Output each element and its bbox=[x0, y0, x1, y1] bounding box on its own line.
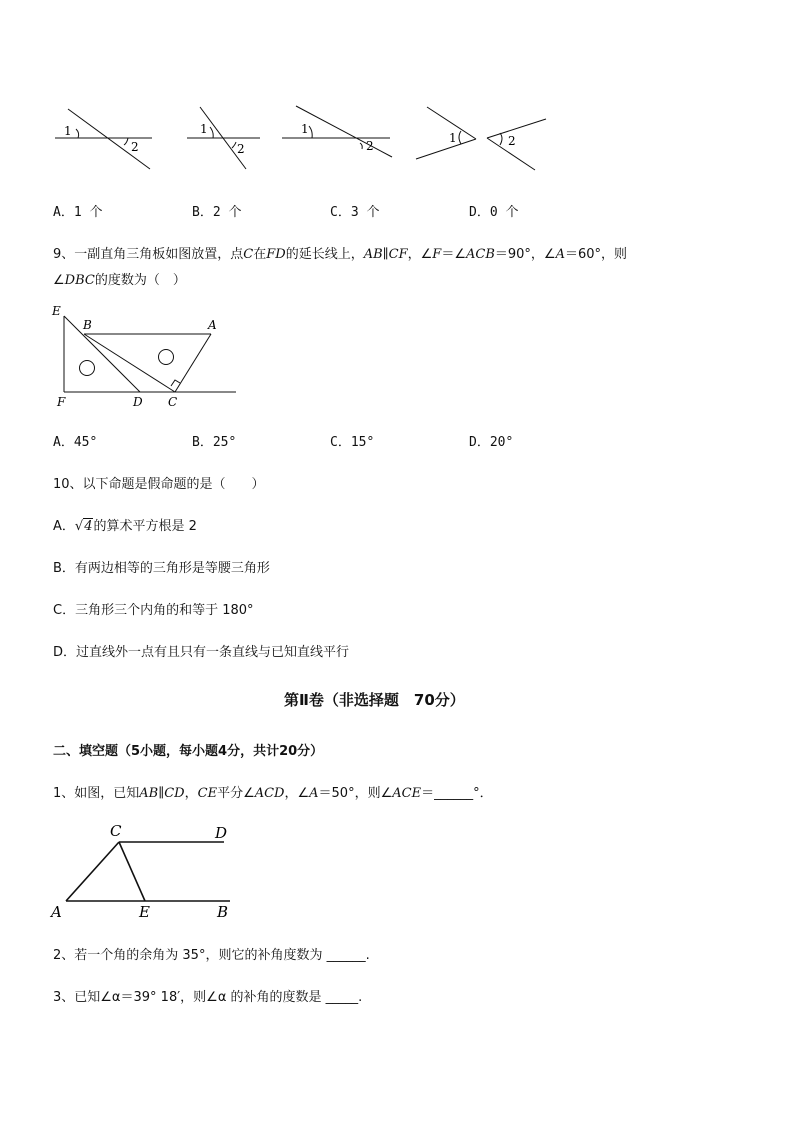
q10-option-c: C．三角形三个内角的和等于 180° bbox=[53, 603, 254, 618]
q9-option-d: D．20° bbox=[469, 435, 514, 450]
q9-var-a: A bbox=[555, 247, 565, 262]
q9-text: 在 bbox=[253, 247, 267, 262]
q8-option-a: A．1 个 bbox=[53, 205, 103, 220]
q9-label-c: C bbox=[168, 395, 178, 409]
fill-section-title: 二、填空题（5小题，每小题4分，共计20分） bbox=[53, 744, 324, 759]
q9-label-d: D bbox=[133, 395, 143, 409]
q9-option-a: A．45° bbox=[53, 435, 98, 450]
fill3-stem: 3、已知∠α＝39° 18′，则∠α 的补角的度数是 _____. bbox=[53, 990, 363, 1005]
q9-label-b: B bbox=[83, 318, 92, 332]
fill1-label-a: A bbox=[51, 903, 62, 921]
q9-text: 的度数为（ ） bbox=[94, 273, 186, 288]
q9-var-c: C bbox=[243, 247, 254, 262]
fill1-text: ＝______°． bbox=[421, 786, 493, 801]
fill1-label-e: E bbox=[139, 903, 150, 921]
fill1-stem bbox=[53, 782, 493, 801]
q8-fig3-label-2: 2 bbox=[366, 139, 374, 153]
q9-var-acb: ACB bbox=[465, 247, 495, 262]
q9-var-ab-cf: AB∥CF bbox=[363, 247, 408, 262]
fill1-var-ab-cd: AB∥CD bbox=[139, 786, 185, 801]
sqrt-symbol: √4 bbox=[74, 519, 93, 534]
q10-radicand: 4 bbox=[84, 519, 93, 534]
q9-label-a: A bbox=[208, 318, 217, 332]
fill1-text: ， bbox=[184, 786, 198, 801]
fill1-var-acd: ACD bbox=[254, 786, 285, 801]
q10-option-d: D．过直线外一点有且只有一条直线与已知直线平行 bbox=[53, 645, 350, 660]
q8-figures bbox=[0, 95, 794, 180]
fill1-text: ，∠ bbox=[284, 786, 310, 801]
q10-option-a-label: A． bbox=[53, 519, 75, 534]
q8-figure-4 bbox=[416, 107, 546, 170]
q9-text: 的延长线上， bbox=[285, 247, 364, 262]
fill1-text: ＝50°，则∠ bbox=[318, 786, 393, 801]
q9-label-e: E bbox=[52, 304, 61, 318]
q8-fig1-label-2: 2 bbox=[131, 140, 139, 154]
fill1-label-c: C bbox=[110, 822, 122, 840]
fill1-var-ce: CE bbox=[197, 786, 218, 801]
q10-option-a bbox=[53, 515, 197, 534]
q9-text: 9、一副直角三角板如图放置，点 bbox=[53, 247, 244, 262]
fill1-label-b: B bbox=[217, 903, 229, 921]
fill1-text: 1、如图，已知 bbox=[53, 786, 140, 801]
fill2-stem: 2、若一个角的余角为 35°，则它的补角度数为 ______. bbox=[53, 948, 370, 963]
q9-option-c: C．15° bbox=[330, 435, 375, 450]
fill1-figure bbox=[48, 818, 248, 924]
fill1-var-a: A bbox=[309, 786, 319, 801]
q9-text: ＝90°，∠ bbox=[494, 247, 556, 262]
q9-text: ＝60°，则 bbox=[564, 247, 628, 262]
q8-option-d: D．0 个 bbox=[469, 205, 519, 220]
q8-fig2-label-2: 2 bbox=[237, 142, 245, 156]
q10-option-a-text: 的算术平方根是 2 bbox=[93, 519, 197, 534]
fill1-label-d: D bbox=[215, 824, 228, 842]
fill1-text: 平分∠ bbox=[217, 786, 255, 801]
q9-var-fd: FD bbox=[266, 247, 286, 262]
fill1-var-ace: ACE bbox=[392, 786, 422, 801]
q8-figure-1 bbox=[55, 109, 152, 169]
q9-text: ∠ bbox=[53, 273, 65, 288]
q10-option-b: B．有两边相等的三角形是等腰三角形 bbox=[53, 561, 270, 576]
q9-text: ＝∠ bbox=[441, 247, 466, 262]
q8-fig3-label-1: 1 bbox=[301, 122, 309, 136]
q9-stem-line1 bbox=[53, 243, 627, 262]
q8-fig4-label-2: 2 bbox=[508, 134, 516, 148]
q8-option-c: C．3 个 bbox=[330, 205, 380, 220]
q9-var-dbc: DBC bbox=[64, 273, 95, 288]
q8-fig2-label-1: 1 bbox=[200, 122, 208, 136]
part2-title: 第Ⅱ卷（非选择题 70分） bbox=[284, 691, 465, 709]
q9-var-f: F bbox=[432, 247, 442, 262]
q9-stem-line2 bbox=[53, 269, 186, 288]
q9-label-f: F bbox=[57, 395, 66, 409]
q9-text: ，∠ bbox=[407, 247, 433, 262]
q8-fig4-label-1: 1 bbox=[449, 131, 457, 145]
q8-fig1-label-1: 1 bbox=[64, 124, 72, 138]
q10-stem: 10、以下命题是假命题的是（ ） bbox=[53, 477, 265, 492]
q9-option-b: B．25° bbox=[192, 435, 237, 450]
q8-option-b: B．2 个 bbox=[192, 205, 242, 220]
q9-figure bbox=[50, 300, 250, 412]
q8-figure-3 bbox=[282, 106, 392, 157]
q8-figure-2 bbox=[187, 107, 260, 169]
